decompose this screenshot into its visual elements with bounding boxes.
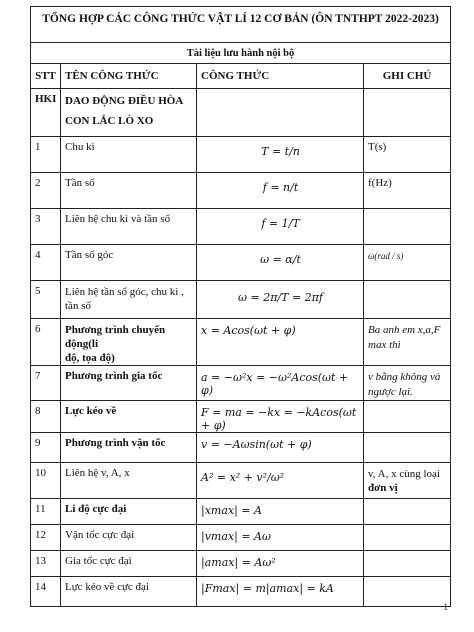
section-title: [61, 89, 197, 137]
row-note: [364, 463, 451, 499]
row-stt: 8: [31, 401, 61, 433]
row-formula: T = t/n: [197, 137, 364, 173]
row-note: [364, 209, 451, 245]
row-name: Phương trình gia tốc: [61, 366, 197, 401]
row-formula: f = n/t: [197, 173, 364, 209]
header-stt: STT: [31, 64, 61, 89]
row-note: T(s): [364, 137, 451, 173]
row-stt: 1: [31, 137, 61, 173]
row-name: Li độ cực đại: [61, 499, 197, 525]
row-name: [61, 281, 197, 319]
row-name-line1: Phương trình chuyển động(li: [65, 324, 166, 350]
section-stt: HKI: [31, 89, 61, 137]
table-row: [31, 551, 451, 577]
row-name: Phương trình vận tốc: [61, 433, 197, 463]
section-title-line2: CON LẮC LÒ XO: [65, 115, 154, 127]
row-name-line2: tần số: [65, 300, 91, 312]
row-formula: f = 1/T: [197, 209, 364, 245]
table-header-row: [31, 64, 451, 89]
table-row: [31, 319, 451, 366]
row-note-line2: đơn vị: [368, 482, 398, 494]
row-note: [364, 499, 451, 525]
row-note: [364, 577, 451, 607]
row-formula: |Fmax| = m|amax| = kA: [197, 577, 364, 607]
row-name: Lực kéo về cực đại: [61, 577, 197, 607]
row-name: Tần số: [61, 173, 197, 209]
row-note-line1: Ba anh em x,a,F: [368, 324, 441, 336]
formula-table: [30, 6, 451, 607]
row-formula: |amax| = Aω²: [197, 551, 364, 577]
table-row: [31, 577, 451, 607]
document-page: [30, 6, 450, 607]
row-note: [364, 401, 451, 433]
row-note: [364, 433, 451, 463]
section-formula-cell: [197, 89, 364, 137]
row-name-line1: Liên hệ tần số góc, chu kì ,: [65, 286, 184, 298]
table-row: [31, 173, 451, 209]
row-note: ω(rad / s): [364, 245, 451, 281]
table-row: [31, 463, 451, 499]
row-name: [61, 319, 197, 366]
table-row: [31, 245, 451, 281]
row-stt: 11: [31, 499, 61, 525]
table-row: [31, 525, 451, 551]
row-name: Lực kéo về: [61, 401, 197, 433]
row-formula: ω = 2π/T = 2πf: [197, 281, 364, 319]
row-formula: |xmax| = A: [197, 499, 364, 525]
row-note: [364, 551, 451, 577]
row-stt: 6: [31, 319, 61, 366]
row-stt: 7: [31, 366, 61, 401]
header-name: TÊN CÔNG THỨC: [61, 64, 197, 89]
row-formula: a = −ω²x = −ω²Acos(ωt + φ): [197, 366, 364, 401]
header-note: GHI CHÚ: [364, 64, 451, 89]
row-stt: 10: [31, 463, 61, 499]
row-formula: A² = x² + v²/ω²: [197, 463, 364, 499]
row-name-line2: độ, tọa độ): [65, 352, 115, 364]
section-title-line1: DAO ĐỘNG ĐIỀU HÒA: [65, 95, 184, 107]
row-name: Vận tốc cực đại: [61, 525, 197, 551]
row-note-line1: v bằng không và: [368, 371, 441, 383]
section-note-cell: [364, 89, 451, 137]
row-formula: F = ma = −kx = −kAcos(ωt + φ): [197, 401, 364, 433]
row-note: [364, 525, 451, 551]
row-stt: 9: [31, 433, 61, 463]
row-note-line2: ngược lại.: [368, 386, 413, 398]
row-stt: 12: [31, 525, 61, 551]
row-note-line2: max thì: [368, 339, 401, 351]
row-stt: 2: [31, 173, 61, 209]
row-formula: ω = α/t: [197, 245, 364, 281]
section-row: [31, 89, 451, 137]
row-formula: v = −Aωsin(ωt + φ): [197, 433, 364, 463]
document-title: TỔNG HỢP CÁC CÔNG THỨC VẬT LÍ 12 CƠ BẢN (ÔN TNTHPT 2022-2023): [31, 7, 451, 43]
row-note: [364, 366, 451, 401]
row-stt: 13: [31, 551, 61, 577]
document-subtitle: Tài liệu lưu hành nội bộ: [31, 43, 451, 64]
header-formula: CÔNG THỨC: [197, 64, 364, 89]
table-row: [31, 209, 451, 245]
row-stt: 5: [31, 281, 61, 319]
table-row: [31, 433, 451, 463]
row-formula: x = Acos(ωt + φ): [197, 319, 364, 366]
table-row: [31, 499, 451, 525]
row-name: Chu kì: [61, 137, 197, 173]
row-name: Gia tốc cực đại: [61, 551, 197, 577]
row-note: f(Hz): [364, 173, 451, 209]
page-number: 1: [443, 602, 448, 612]
row-name: Tần số góc: [61, 245, 197, 281]
row-formula: |vmax| = Aω: [197, 525, 364, 551]
table-row: [31, 281, 451, 319]
row-note: [364, 281, 451, 319]
row-name: Liên hệ chu kì và tần số: [61, 209, 197, 245]
row-stt: 14: [31, 577, 61, 607]
row-note: [364, 319, 451, 366]
table-row: [31, 137, 451, 173]
row-name: Liên hệ v, A, x: [61, 463, 197, 499]
row-note-line1: v, A, x cùng loại: [368, 468, 440, 480]
row-stt: 3: [31, 209, 61, 245]
table-row: [31, 401, 451, 433]
row-stt: 4: [31, 245, 61, 281]
table-row: [31, 366, 451, 401]
